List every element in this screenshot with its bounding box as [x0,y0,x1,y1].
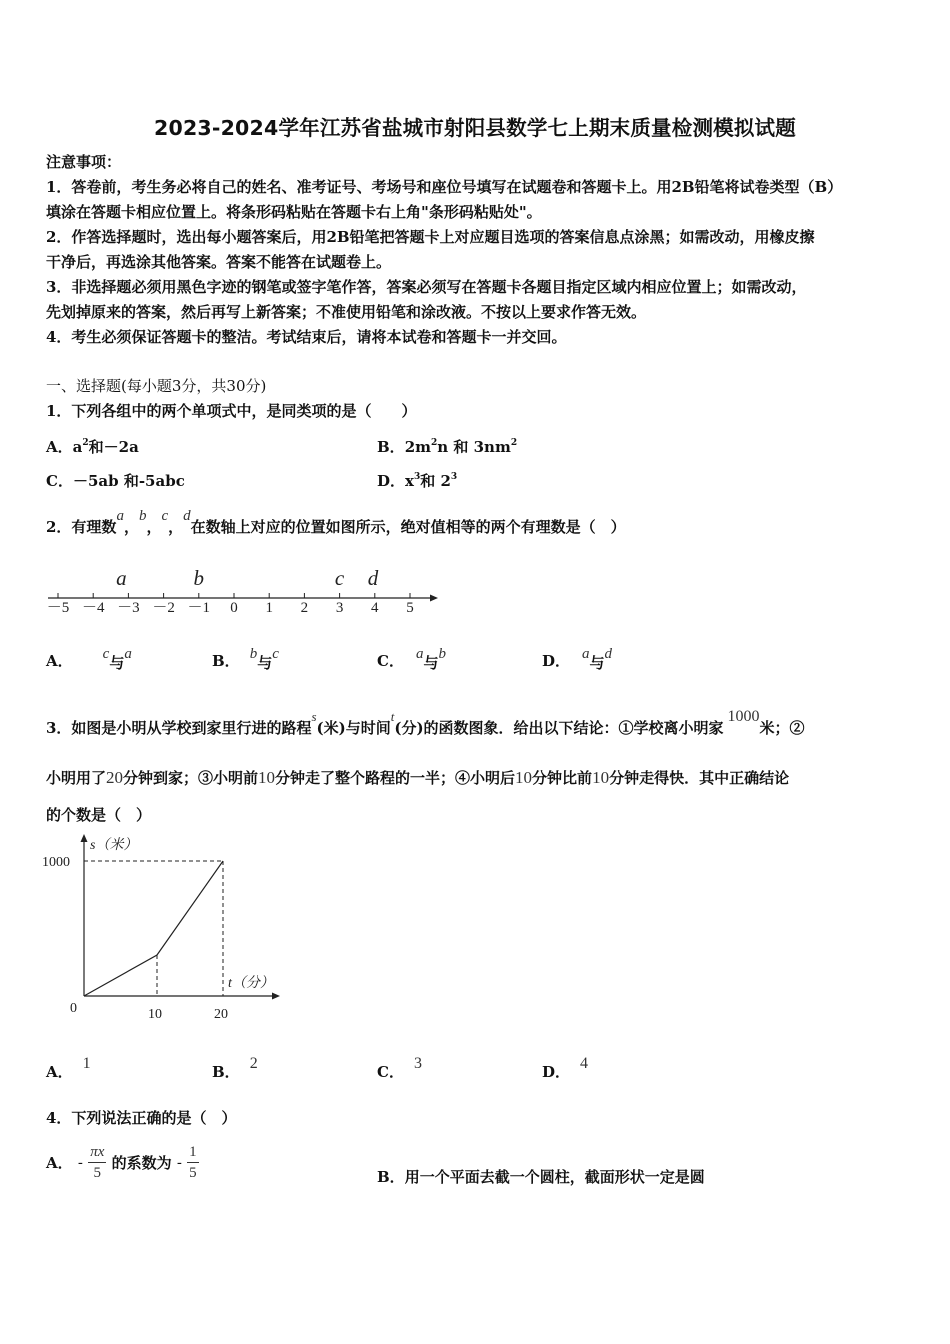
axis-point-b: b [193,566,205,590]
num: 1000 [727,708,760,725]
var: a [124,646,132,662]
notes-line: 4．考生必须保证答题卡的整洁。考试结束后，请将本试卷和答题卡一并交回。 [46,328,567,346]
q4-option-a[interactable] [46,1142,199,1183]
num: 10 [592,768,610,787]
option-label: D． [377,472,406,490]
option-value: 4 [580,1055,589,1072]
option-label: B． [212,1063,240,1081]
and: 与 [423,654,439,672]
denominator: 5 [189,1165,197,1181]
minus: - [77,1153,83,1172]
axis-tick-label: 5 [406,600,414,616]
axis-tick-label: 2 [300,600,309,616]
notes-line: 3．非选择题必须用黑色字迹的钢笔或签字笔作答，答案必须写在答题卡各题目指定区域内相应位置上；如需改动， [46,278,807,296]
q3-option-b[interactable] [212,1052,258,1081]
axis-arrow [430,595,438,602]
num: 10 [515,768,533,787]
text: 3．如图是小明从学校到家里行进的路程 [46,719,312,737]
q1-option-d[interactable] [377,470,457,491]
q3-line-2 [46,766,789,790]
text: (米)与时间 [316,719,391,737]
option-text: 用一个平面去截一个圆柱，截面形状一定是圆 [404,1168,705,1186]
option-label: A． [46,1063,73,1081]
var: b [438,646,446,662]
numerator: 1 [187,1142,199,1163]
option-label: B． [377,438,405,456]
axis-points [116,566,379,590]
var: c [102,646,110,662]
option-label: C． [377,652,404,670]
axis-ticks [58,593,410,598]
var-c: c [161,508,169,524]
text: 分钟走了整个路程的一半；④小明后 [275,769,516,787]
y-tick-1000: 1000 [42,855,70,870]
var: a [415,646,424,662]
q3-line-1 [46,708,805,741]
q4-option-b[interactable] [377,1166,705,1187]
exp: 3 [413,472,421,482]
axis-tick-label: 0 [230,600,238,616]
exp: 2 [82,438,89,448]
option-value: 3 [413,1055,422,1072]
denominator: 5 [93,1165,102,1181]
axis-tick-label: 3 [335,600,344,616]
option-label: A． [46,438,73,456]
q2-stem [46,508,626,540]
q1-option-c[interactable] [46,470,185,491]
axis-point-d: d [367,566,379,590]
var: d [604,646,613,662]
q2-suffix: 在数轴上对应的位置如图所示，绝对值相等的两个有理数是（ ） [190,518,626,536]
term: 2m [404,438,431,456]
option-label: B． [377,1168,405,1186]
notes-line: 先划掉原来的答案，然后再写上新答案；不准使用铅笔和涂改液。不按以上要求作答无效。 [46,303,647,321]
minus: - [176,1153,182,1172]
option-label: A． [46,1154,73,1172]
origin-label: 0 [70,1001,77,1016]
var-a: a [116,508,124,524]
option-label: D． [542,652,571,670]
notes-line: 干净后，再选涂其他答案。答案不能答在试题卷上。 [46,253,392,271]
var-s: s [311,709,317,724]
var-t: t [390,709,395,724]
term: x [405,472,414,490]
sep: ， [168,518,184,536]
x-axis-label: t（分） [228,976,274,991]
graph-line [84,861,223,996]
var: b [249,646,258,662]
q3-option-a[interactable] [46,1052,91,1081]
exp: 2 [431,438,438,448]
q3-option-d[interactable] [542,1052,589,1081]
and: 与 [109,654,125,672]
notes-line: 2．作答选择题时，选出每小题答案后，用2B铅笔把答题卡上对应题目选项的答案信息点涂黑；如需改动，用橡皮擦 [46,228,815,246]
x-tick-10: 10 [148,1007,162,1022]
axis-point-c: c [334,566,345,590]
option-label: C． [46,472,73,490]
y-axis-arrow [81,834,88,842]
axis-tick-label: －4 [81,600,105,616]
notes-heading: 注意事项： [46,153,122,171]
sep: ， [123,518,139,536]
q2-option-b[interactable] [212,646,279,672]
q3-option-c[interactable] [377,1052,422,1081]
x-tick-20: 20 [214,1007,228,1022]
axis-tick-label: －2 [152,600,175,616]
and: 与 [257,654,273,672]
exp: 2 [510,438,518,448]
notes-line: 填涂在答题卡相应位置上。将条形码粘贴在答题卡右上角"条形码粘贴处"。 [46,203,542,221]
num: 20 [106,768,124,787]
q2-option-c[interactable] [377,646,446,672]
text: 的系数为 [111,1154,172,1172]
fraction [88,1142,106,1183]
q3-line-3: 的个数是（ ） [46,806,152,824]
option-value: 2 [249,1055,258,1072]
axis-tick-label: －3 [117,600,140,616]
num: 10 [258,768,276,787]
option-label: D． [542,1063,571,1081]
text: 小明用了 [46,769,107,787]
option-label: B． [212,652,240,670]
q2-prefix: 2．有理数 [46,518,117,536]
notes [46,150,906,350]
and: 与 [589,654,605,672]
term: －5ab 和-5abc [72,472,185,490]
axis-tick-label: －5 [46,600,70,616]
term: 和 2 [420,472,451,490]
q1-stem: 1．下列各组中的两个单项式中，是同类项的是（ ） [46,402,417,420]
section-heading: 一、选择题(每小题3分，共30分) [46,377,267,395]
term: a [72,438,83,456]
var: a [582,646,590,662]
exp: 3 [450,472,458,482]
option-label: C． [377,1063,404,1081]
axis-point-a: a [116,566,127,590]
y-axis-label: s（米） [90,838,138,853]
option-label: A． [46,652,73,670]
q4-stem: 4．下列说法正确的是（ ） [46,1109,237,1127]
notes-line: 1．答卷前，考生务必将自己的姓名、准考证号、考场号和座位号填写在试题卷和答题卡上。用2B铅笔将试卷类型（B） [46,178,843,196]
q1-option-b[interactable] [377,436,517,457]
var-b: b [138,508,147,524]
term: 和－2a [88,438,139,456]
var-d: d [183,508,191,524]
q2-option-a[interactable] [46,646,132,672]
numerator: πx [88,1142,106,1163]
page-title: 2023-2024学年江苏省盐城市射阳县数学七上期末质量检测模拟试题 [154,116,796,140]
axis-tick-label: 4 [371,600,379,616]
distance-time-graph [38,830,288,1030]
axis-tick-label: －1 [187,600,211,616]
q1-option-a[interactable] [46,436,139,457]
text: 米；② [759,719,805,737]
text: 分钟到家；③小明前 [123,769,259,787]
q2-option-d[interactable] [542,646,613,672]
axis-tick-label: 1 [265,600,273,616]
text: 分钟比前 [532,769,593,787]
var: c [272,646,279,662]
sep: ， [146,518,162,536]
option-value: 1 [82,1055,91,1072]
axis-tick-labels [47,600,414,616]
term: n 和 3nm [437,438,511,456]
x-axis-arrow [272,993,280,1000]
text: 分钟走得快．其中正确结论 [609,769,790,787]
text: (分)的函数图象．给出以下结论：①学校离小明家 [394,719,724,737]
number-line [44,560,444,618]
fraction [187,1142,199,1183]
